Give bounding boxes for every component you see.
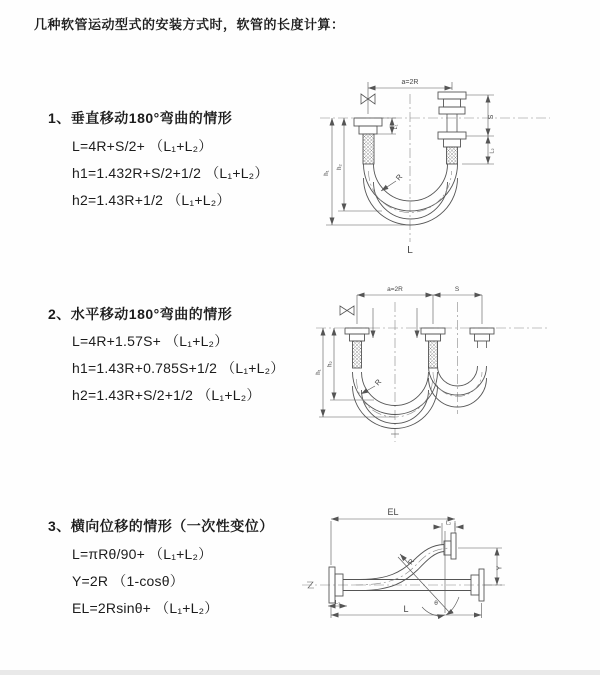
dim-label-l1: L₁ — [393, 124, 399, 130]
flange-right — [470, 328, 494, 334]
hose-displaced-upper — [360, 545, 444, 580]
dim-label-h2: h₂ — [337, 164, 343, 170]
flange-top-right — [451, 533, 456, 559]
theta-arc-right — [446, 597, 459, 615]
section-3-formula-Y: Y=2R （1-cosθ） — [72, 573, 184, 589]
dim-label-s: S — [488, 114, 495, 120]
dim-label-el: EL — [387, 507, 399, 517]
dim-label-a2r: a=2R — [387, 286, 403, 293]
section-2-formula-h2: h2=1.43R+S/2+1/2 （L₁+L₂） — [72, 387, 261, 403]
braided-hose-left — [353, 341, 362, 368]
diagram-lateral-displacement — [298, 505, 598, 650]
bottom-edge-strip — [0, 670, 600, 675]
dim-label-a2r: a=2R — [401, 79, 419, 86]
valve-icon — [340, 306, 354, 315]
braided-hose-left — [363, 134, 374, 164]
section-1-heading: 1、垂直移动180°弯曲的情形 — [48, 110, 233, 126]
radius-label: R — [407, 558, 417, 567]
length-label: L — [407, 245, 413, 256]
flange-right-upper — [438, 92, 466, 99]
section-3-formula-EL: EL=2Rsinθ+ （L₁+L₂） — [72, 600, 219, 616]
flange-middle — [421, 328, 445, 334]
section-2-formula-h1: h1=1.43R+0.785S+1/2 （L₁+L₂） — [72, 360, 285, 376]
radius-label: R — [393, 172, 405, 183]
radius-label: R — [372, 377, 384, 388]
flange-left — [354, 118, 382, 126]
section-1-formula-h2: h2=1.43R+1/2 （L₁+L₂） — [72, 192, 231, 208]
dim-label-h1: h₁ — [324, 170, 330, 176]
braided-hose-right — [447, 147, 458, 164]
diagram-vertical-180-bend — [312, 70, 562, 260]
radius-leader — [361, 386, 375, 394]
braided-hose-middle — [429, 341, 438, 368]
flange-right-lower — [438, 132, 466, 139]
section-2-formula-L: L=4R+1.57S+ （L₁+L₂） — [72, 333, 229, 349]
dim-label-l1: L₁ — [335, 600, 340, 606]
section-1-formula-h1: h1=1.432R+S/2+1/2 （L₁+L₂） — [72, 165, 269, 181]
hose-displaced-lower — [360, 552, 444, 591]
section-3-heading: 3、横向位移的情形（一次性变位） — [48, 518, 274, 534]
section-2-heading: 2、水平移动180°弯曲的情形 — [48, 306, 233, 322]
dim-label-l2: L₂ — [489, 148, 496, 154]
page-title: 几种软管运动型式的安装方式时，软管的长度计算： — [34, 17, 345, 32]
dim-label-l2: L₂ — [445, 520, 452, 527]
theta-arc-left — [422, 607, 445, 616]
theta-label: θ — [434, 600, 438, 607]
section-3-formula-L: L=πRθ/90+ （L₁+L₂） — [72, 546, 213, 562]
dim-label-h2: h₂ — [327, 361, 334, 367]
dim-label-h1: h₁ — [316, 369, 322, 375]
flange-left — [345, 328, 369, 334]
diagram-horizontal-180-bend — [308, 282, 563, 462]
dim-label-s: S — [454, 286, 460, 293]
dim-label-y: Y — [496, 565, 504, 571]
radius-leader — [381, 181, 396, 191]
section-1-formula-L: L=4R+S/2+ （L₁+L₂） — [72, 138, 213, 154]
dim-label-l: L — [403, 604, 409, 614]
hose-bend-outer — [364, 164, 458, 211]
